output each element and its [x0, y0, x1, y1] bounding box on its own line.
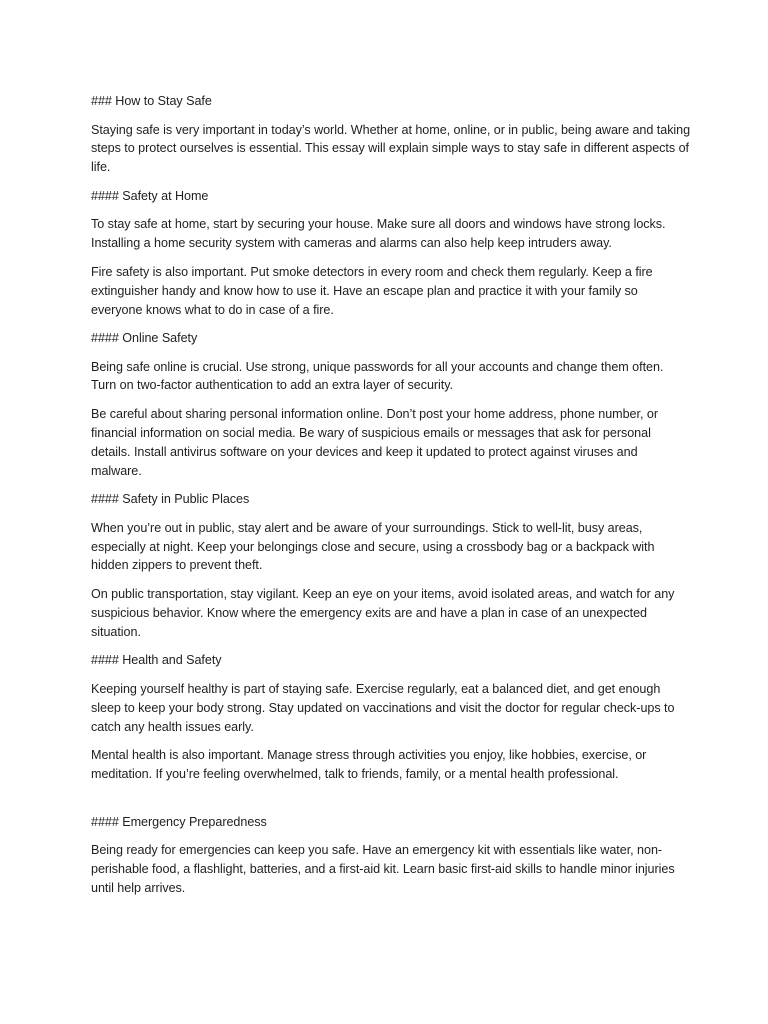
document-page — [91, 92, 691, 907]
paragraph-public-awareness: When you’re out in public, stay alert and be aware of your surroundings. Stick to well-lit, busy areas, especially at night. Keep your belongings close and secure, using a crossbody bag or a backpack with hidden zippers to prevent theft. — [91, 520, 655, 573]
paragraph-mental-health: Mental health is also important. Manage stress through activities you enjoy, like hobbies, exercise, or meditation. If you’re feeling overwhelmed, talk to friends, family, or a mental health professional. — [91, 748, 647, 781]
section-heading-health-and-safety: #### Health and Safety — [91, 653, 222, 668]
intro-paragraph: Staying safe is very important in today’s world. Whether at home, online, or in public, being aware and taking steps to protect ourselves is essential. This essay will explain simple ways to stay safe in different aspects of life. — [91, 122, 691, 175]
blank-line — [91, 794, 691, 813]
section-heading-safety-at-home: #### Safety at Home — [91, 188, 209, 203]
paragraph-home-security: To stay safe at home, start by securing your house. Make sure all doors and windows have strong locks. Installing a home security system with cameras and alarms can also help keep intruders away. — [91, 217, 666, 251]
section-heading-emergency-preparedness: #### Emergency Preparedness — [91, 814, 267, 829]
paragraph-fire-safety: Fire safety is also important. Put smoke detectors in every room and check them regularly. Keep a fire extinguisher handy and know how to use it. Have an escape plan and practice it with your family so everyone knows what to do in case of a fire. — [91, 264, 653, 317]
paragraph-emergency-kit: Being ready for emergencies can keep you safe. Have an emergency kit with essentials like water, non-perishable food, a flashlight, batteries, and a first-aid kit. Learn basic first-aid skills to handle minor injuries until help arrives. — [91, 843, 675, 895]
section-heading-online-safety: #### Online Safety — [91, 331, 198, 346]
paragraph-online-passwords: Being safe online is crucial. Use strong, unique passwords for all your accounts and change them often. Turn on two-factor authentication to add an extra layer of security. — [91, 359, 664, 393]
paragraph-physical-health: Keeping yourself healthy is part of staying safe. Exercise regularly, eat a balanced diet, and get enough sleep to keep your body strong. Stay updated on vaccinations and visit the doctor for regular check-ups to catch any health issues early. — [91, 681, 675, 734]
section-heading-public-places: #### Safety in Public Places — [91, 492, 250, 507]
paragraph-personal-information: Be careful about sharing personal information online. Don’t post your home address, phone number, or financial information on social media. Be wary of suspicious emails or messages that ask for personal details. Install antivirus software on your devices and keep it updated to protect against viruses and malware. — [91, 406, 658, 478]
document-title: ### How to Stay Safe — [91, 94, 212, 108]
paragraph-public-transportation: On public transportation, stay vigilant. Keep an eye on your items, avoid isolated areas, and watch for any suspicious behavior. Know where the emergency exits are and have a plan in case of an unexpected situation. — [91, 586, 675, 639]
